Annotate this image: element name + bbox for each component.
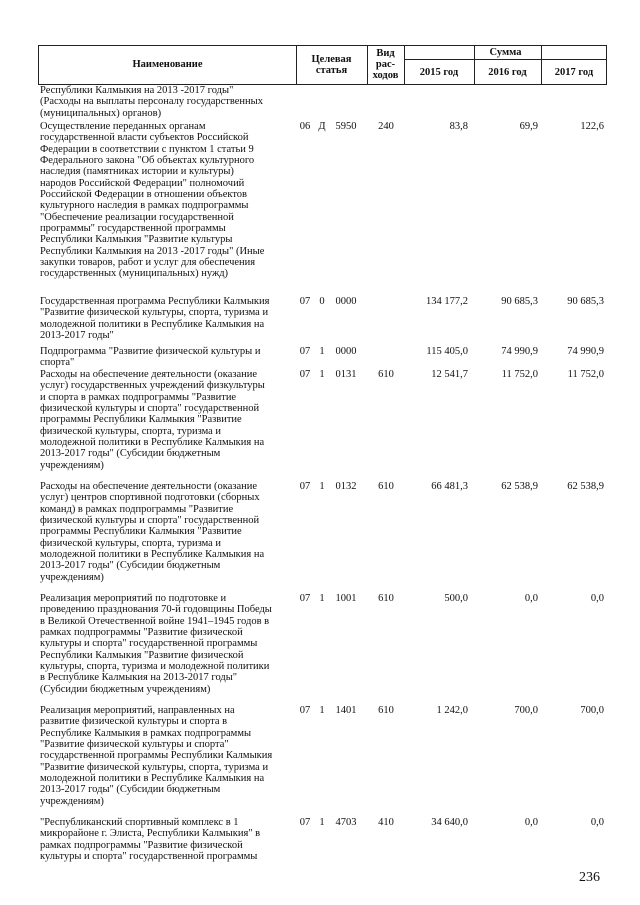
row-amount-2017: 122,6 bbox=[580, 121, 604, 132]
row-amount-2016: 69,9 bbox=[519, 121, 538, 132]
row-name: Осуществление переданных органам государственной власти субъектов Российской Федерации в соответствии с пунктом 1 статьи 9 Федерального закона "Об объектах культурного наследия (памятниках истории и культуры) народов Российской Федерации" полномочий Российской Федерации в отношении объектов культурного наследия в рамках подпрограммы "Обеспечение реализации государственной программы" государственной программы Республики Калмыкия "Развитие культуры Республики Калмыкия на 2013 -2017 годы" (Иные закупки товаров, работ и услуг для обеспечения государственных (муниципальных) нужд) bbox=[40, 121, 265, 280]
header-target-line1: Целевая bbox=[311, 54, 352, 65]
row-code-section: 06 bbox=[299, 121, 311, 132]
row-code-item: 1401 bbox=[335, 705, 357, 716]
row-code-sub: 1 bbox=[319, 817, 325, 828]
row-kind: 610 bbox=[378, 481, 394, 492]
row-kind: 240 bbox=[378, 121, 394, 132]
row-code-sub: 1 bbox=[319, 346, 325, 357]
row-code-sub: 1 bbox=[319, 481, 325, 492]
row-amount-2016: 11 752,0 bbox=[501, 369, 538, 380]
row-name: Государственная программа Республики Калмыкия "Развитие физической культуры, спорта, туризма и молодежной политики в Республике Калмыкия на 2013-2017 годы" bbox=[40, 296, 270, 342]
row-name: Подпрограмма "Развитие физической культуры и спорта" bbox=[40, 346, 261, 369]
row-code-sub: Д bbox=[318, 121, 326, 132]
row-code-sub: 0 bbox=[319, 296, 325, 307]
row-code-item: 0000 bbox=[335, 296, 357, 307]
row-amount-2017: 11 752,0 bbox=[567, 369, 604, 380]
row-amount-2017: 0,0 bbox=[590, 593, 604, 604]
table-header bbox=[38, 45, 607, 85]
row-code-sub: 1 bbox=[319, 705, 325, 716]
row-code-section: 07 bbox=[299, 346, 311, 357]
header-kind bbox=[367, 48, 404, 81]
row-amount-2015: 83,8 bbox=[449, 121, 468, 132]
row-code-section: 07 bbox=[299, 593, 311, 604]
row-amount-2016: 74 990,9 bbox=[501, 346, 538, 357]
row-amount-2015: 115 405,0 bbox=[426, 346, 468, 357]
row-code-item: 5950 bbox=[335, 121, 357, 132]
header-kind-line1: Вид bbox=[376, 48, 395, 59]
row-code-sub: 1 bbox=[319, 369, 325, 380]
row-amount-2015: 66 481,3 bbox=[431, 481, 468, 492]
row-amount-2017: 62 538,9 bbox=[567, 481, 604, 492]
row-amount-2016: 90 685,3 bbox=[501, 296, 538, 307]
row-amount-2015: 12 541,7 bbox=[431, 369, 468, 380]
row-kind: 610 bbox=[378, 593, 394, 604]
row-name: Реализация мероприятий, направленных на развитие физической культуры и спорта в Республике Калмыкия в рамках подпрограммы "Развитие физической культуры и спорта" государственной программы Республики Калмыкия "Развитие физической культуры, спорта, туризма и молодежной политики в Республике Калмыкия на 2013-2017 годы" (Субсидии бюджетным учреждениям) bbox=[40, 705, 273, 807]
row-amount-2017: 0,0 bbox=[590, 817, 604, 828]
row-amount-2015: 1 242,0 bbox=[436, 705, 468, 716]
row-code-item: 0131 bbox=[335, 369, 357, 380]
row-kind: 610 bbox=[378, 705, 394, 716]
header-kind-line2: рас- bbox=[375, 59, 396, 70]
row-name: Реализация мероприятий по подготовке и проведению празднования 70-й годовщины Победы в Великой Отечественной войне 1941–1945 годов в рамках подпрограммы "Развитие физической культуры и спорта" государственной программы Республики Калмыкия "Развитие физической культуры, спорта, туризма и молодежной политики в Республике Калмыкия на 2013-2017 годы" (Субсидии бюджетным учреждениям) bbox=[40, 593, 272, 695]
row-code-section: 07 bbox=[299, 296, 311, 307]
row-amount-2016: 62 538,9 bbox=[501, 481, 538, 492]
row-amount-2017: 90 685,3 bbox=[567, 296, 604, 307]
row-code-sub: 1 bbox=[319, 593, 325, 604]
row-code-section: 07 bbox=[299, 481, 311, 492]
page-number: 236 bbox=[579, 870, 600, 885]
header-kind-line3: ходов bbox=[372, 70, 399, 81]
row-name: Расходы на обеспечение деятельности (оказание услуг) государственных учреждений физкультуры и спорта в рамках подпрограммы "Развитие физической культуры и спорта" государственной программы Республики Калмыкия "Развитие физической культуры, спорта, туризма и молодежной политики в Республике Калмыкия на 2013-2017 годы" (Субсидии бюджетным учреждениям) bbox=[40, 369, 265, 471]
row-amount-2017: 74 990,9 bbox=[567, 346, 604, 357]
row-kind: 410 bbox=[378, 817, 394, 828]
row-amount-2015: 134 177,2 bbox=[426, 296, 468, 307]
row-code-item: 4703 bbox=[335, 817, 357, 828]
row-amount-2015: 34 640,0 bbox=[431, 817, 468, 828]
row-code-section: 07 bbox=[299, 369, 311, 380]
header-name: Наименование bbox=[132, 59, 203, 70]
header-2017: 2017 год bbox=[554, 67, 594, 78]
header-sum: Сумма bbox=[489, 47, 522, 58]
row-name: Расходы на обеспечение деятельности (оказание услуг) центров спортивной подготовки (сборных команд) в рамках подпрограммы "Развитие физической культуры и спорта" государственной программы Республики Калмыкия "Развитие физической культуры, спорта, туризма и молодежной политики в Республике Калмыкия на 2013-2017 годы" (Субсидии бюджетным учреждениям) bbox=[40, 481, 265, 583]
row-code-item: 0000 bbox=[335, 346, 357, 357]
row-kind: 610 bbox=[378, 369, 394, 380]
row-code-section: 07 bbox=[299, 705, 311, 716]
row-amount-2016: 700,0 bbox=[514, 705, 538, 716]
header-2015: 2015 год bbox=[419, 67, 459, 78]
header-target bbox=[296, 54, 367, 76]
header-2016: 2016 год bbox=[488, 67, 527, 78]
header-target-line2: статья bbox=[315, 65, 348, 76]
row-amount-2016: 0,0 bbox=[524, 593, 538, 604]
row-amount-2016: 0,0 bbox=[524, 817, 538, 828]
row-amount-2015: 500,0 bbox=[444, 593, 468, 604]
row-code-item: 0132 bbox=[335, 481, 357, 492]
row-code-section: 07 bbox=[299, 817, 311, 828]
row-name: "Республиканский спортивный комплекс в 1 микрорайоне г. Элиста, Республики Калмыкия" в рамках подпрограммы "Развитие физической культуры и спорта" государственной программы bbox=[40, 817, 261, 863]
row-name: Республики Калмыкия на 2013 -2017 годы" (Расходы на выплаты персоналу государственных (муниципальных) органов) bbox=[40, 85, 263, 119]
row-amount-2017: 700,0 bbox=[580, 705, 604, 716]
row-code-item: 1001 bbox=[335, 593, 357, 604]
